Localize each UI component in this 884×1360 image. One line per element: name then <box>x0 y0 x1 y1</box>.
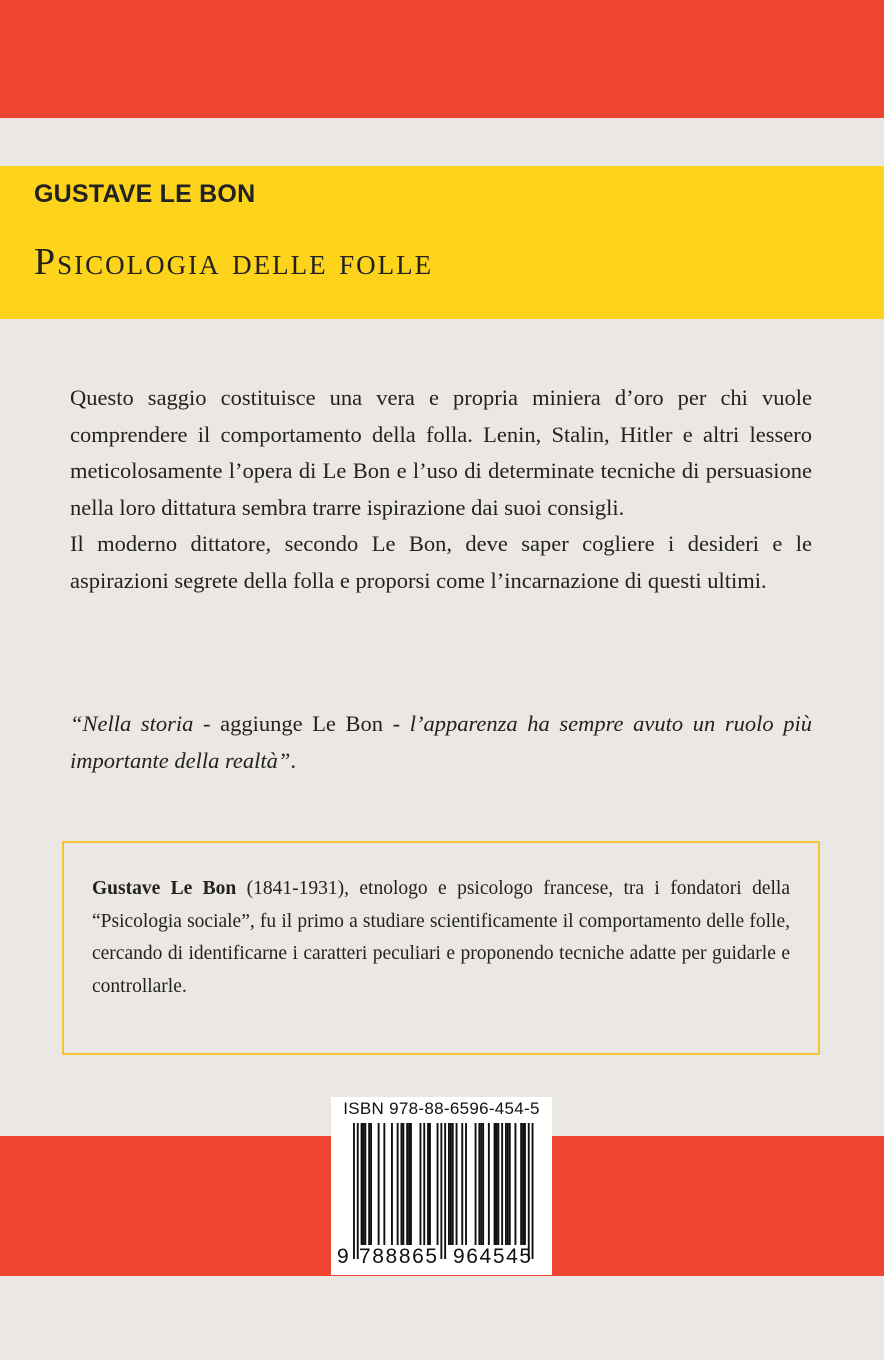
quote-part-1: “Nella storia <box>70 711 194 736</box>
barcode-bar <box>456 1123 458 1245</box>
barcode-bar <box>507 1123 509 1245</box>
barcode-icon <box>339 1123 544 1263</box>
barcode-bar <box>391 1123 393 1245</box>
barcode-digits-right: 964545 <box>453 1245 533 1268</box>
description-paragraph-2: Il moderno dittatore, secondo Le Bon, deve saper cogliere i desideri e le aspirazioni segrete della folla e proporsi come l’incarnazione di questi ultimi. <box>70 531 812 593</box>
barcode-bar <box>501 1123 503 1245</box>
barcode-bar <box>357 1123 359 1259</box>
barcode-bar <box>522 1123 524 1245</box>
barcode-bar <box>423 1123 425 1245</box>
quote-part-2: - aggiunge Le Bon - <box>193 711 410 736</box>
barcode-bar <box>440 1123 442 1259</box>
barcode-bar <box>406 1123 408 1245</box>
quote <box>70 706 812 779</box>
barcode-bar <box>450 1123 452 1245</box>
quote-end: . <box>290 747 297 773</box>
barcode-bar <box>429 1123 431 1245</box>
barcode-bar <box>505 1123 507 1245</box>
barcode-bar <box>524 1123 526 1245</box>
barcode-bar <box>420 1123 422 1245</box>
author-bio-box <box>62 841 820 1055</box>
barcode-bar <box>465 1123 467 1245</box>
barcode-bar <box>410 1123 412 1245</box>
barcode-bar <box>475 1123 477 1245</box>
barcode-bar <box>363 1123 365 1245</box>
barcode-bar <box>383 1123 385 1245</box>
barcode-bar <box>361 1123 363 1245</box>
barcode-bar <box>370 1123 372 1245</box>
book-title: Psicologia delle folle <box>34 241 434 283</box>
bio-text: (1841-1931), etnologo e psicologo francese, tra i fondatori della “Psicologia sociale”, fu il primo a studiare scientificamente il comportamento delle folle, cercando di identificarne i caratteri peculiari e proponendo tecniche adatte per guidarle e controllarle. <box>92 878 790 997</box>
barcode-bar <box>444 1123 446 1259</box>
barcode-bar <box>397 1123 399 1245</box>
barcode-bar <box>478 1123 480 1245</box>
barcode-bar <box>515 1123 517 1245</box>
description-paragraph-1: Questo saggio costituisce una vera e propria miniera d’oro per chi vuole comprendere il comportamento della folla. Lenin, Stalin, Hitler e altri lessero meticolosamente l’opera di Le Bon e l’uso di determinate tecniche di persuasione nella loro dittatura sembra trarre ispirazione dai suoi consigli. <box>70 385 812 520</box>
barcode-bar <box>532 1123 534 1259</box>
barcode-bar <box>482 1123 484 1245</box>
barcode-box <box>331 1097 552 1275</box>
barcode-bar <box>364 1123 366 1245</box>
barcode-bar <box>488 1123 490 1245</box>
barcode-bar <box>509 1123 511 1245</box>
isbn-label: ISBN 978-88-6596-454-5 <box>343 1099 540 1118</box>
barcode-digits-left: 788865 <box>359 1245 439 1268</box>
bio-author-name: Gustave Le Bon <box>92 878 237 899</box>
barcode-bar <box>427 1123 429 1245</box>
barcode-bar <box>520 1123 522 1245</box>
barcode-bar <box>452 1123 454 1245</box>
barcode-bar <box>448 1123 450 1245</box>
barcode-bar <box>353 1123 355 1259</box>
author-name: GUSTAVE LE BON <box>34 180 256 208</box>
barcode-bar <box>401 1123 403 1245</box>
barcode-bar <box>368 1123 370 1245</box>
author-bio <box>92 873 790 1003</box>
barcode-bar <box>496 1123 498 1245</box>
barcode-bar <box>528 1123 530 1259</box>
barcode-bar <box>402 1123 404 1245</box>
barcode-bar <box>378 1123 380 1245</box>
barcode-bar <box>437 1123 439 1245</box>
barcode-bar <box>497 1123 499 1245</box>
barcode-digit-first: 9 <box>337 1245 349 1268</box>
barcode-bar <box>494 1123 496 1245</box>
barcode-bar <box>408 1123 410 1245</box>
top-red-band <box>0 0 884 118</box>
quote-part-3: l’apparenza ha sempre avuto un ruolo più importante della realtà” <box>70 711 812 773</box>
description <box>70 380 812 599</box>
barcode-bar <box>480 1123 482 1245</box>
barcode-bar <box>461 1123 463 1245</box>
